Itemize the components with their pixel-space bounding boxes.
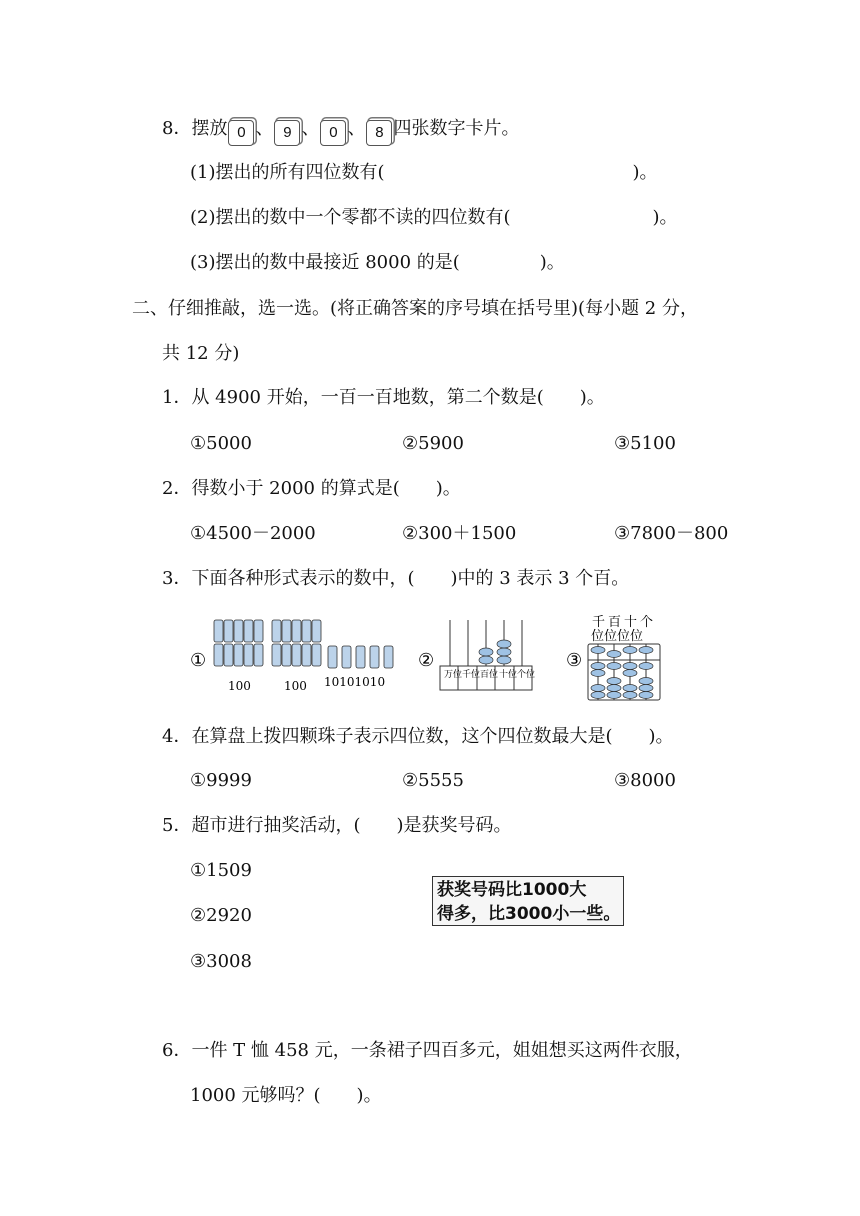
prize-hint-line1: 获奖号码比1000大 bbox=[437, 880, 587, 900]
place-wan: 万位 bbox=[444, 670, 463, 680]
q8-suffix: 四张数字卡片。 bbox=[393, 118, 520, 139]
place-qian: 千位 bbox=[462, 670, 481, 680]
abacus-head-bai: 百 bbox=[608, 615, 622, 630]
frame-beads bbox=[479, 640, 511, 664]
q1-option-3[interactable]: ③5100 bbox=[614, 433, 676, 454]
digit-card: 0 bbox=[228, 120, 254, 146]
sub2-text: (2)摆出的数中一个零都不读的四位数有( bbox=[190, 207, 511, 228]
prize-hint-box bbox=[432, 876, 624, 926]
q4-stem: 4．在算盘上拨四颗珠子表示四位数，这个四位数最大是( )。 bbox=[162, 726, 674, 747]
q2-stem: 2．得数小于 2000 的算式是( )。 bbox=[162, 478, 461, 499]
place-shi: 十位 bbox=[499, 670, 518, 680]
q6-stem-line2: 1000 元够吗？( )。 bbox=[190, 1085, 382, 1106]
question-number: 8． bbox=[162, 118, 192, 139]
fig1-caption-100a: 100 bbox=[228, 679, 251, 693]
q5-option-3[interactable]: ③3008 bbox=[190, 951, 252, 972]
q3-stem: 3．下面各种形式表示的数中，( )中的 3 表示 3 个百。 bbox=[162, 568, 630, 589]
digit-card: 9 bbox=[274, 120, 300, 146]
q8-sub1 bbox=[190, 160, 658, 186]
abacus-beads bbox=[591, 647, 653, 699]
q8-stem bbox=[162, 116, 519, 146]
q6-stem-line1: 6．一件 T 恤 458 元，一条裙子四百多元，姐姐想买这两件衣服， bbox=[162, 1040, 693, 1061]
prize-hint-line2: 得多，比3000小一些。 bbox=[437, 904, 621, 924]
fig1-caption-100b: 100 bbox=[284, 679, 307, 693]
q5-option-2[interactable]: ②2920 bbox=[190, 905, 252, 926]
digit-card: 8 bbox=[366, 120, 392, 146]
q2-option-2[interactable]: ②300＋1500 bbox=[402, 523, 517, 544]
q4-option-2[interactable]: ②5555 bbox=[402, 770, 464, 791]
sub3-text: (3)摆出的数中最接近 8000 的是( bbox=[190, 252, 460, 273]
abacus-head-qian: 千 bbox=[592, 615, 606, 630]
abacus-head-shi: 十 bbox=[624, 615, 638, 630]
section-title: 二、仔细推敲，选一选。(将正确答案的序号填在括号里)(每小题 2 分， bbox=[132, 298, 698, 319]
q1-option-2[interactable]: ②5900 bbox=[402, 433, 464, 454]
q8-sub3 bbox=[190, 250, 565, 276]
bundle-group-2 bbox=[272, 620, 321, 666]
q8-prefix: 摆放 bbox=[191, 118, 228, 139]
sub2-close: )。 bbox=[652, 207, 678, 228]
fig3-label: ③ bbox=[566, 650, 583, 671]
q5-option-1[interactable]: ①1509 bbox=[190, 860, 252, 881]
q1-option-1[interactable]: ①5000 bbox=[190, 433, 252, 454]
separator: 、 bbox=[255, 118, 274, 139]
q2-option-1[interactable]: ①4500－2000 bbox=[190, 523, 316, 544]
q2-option-3[interactable]: ③7800－800 bbox=[614, 523, 729, 544]
frame-place-labels bbox=[444, 668, 535, 680]
section-title-cont: 共 12 分) bbox=[162, 343, 240, 364]
q4-option-3[interactable]: ③8000 bbox=[614, 770, 676, 791]
fig1-label: ① bbox=[190, 650, 207, 671]
fig1-caption-10s: 10101010 bbox=[324, 675, 386, 689]
sub1-close: )。 bbox=[632, 162, 658, 183]
place-bai: 百位 bbox=[480, 670, 499, 680]
fig2-label: ② bbox=[418, 650, 435, 671]
abacus-head-ge: 个 bbox=[640, 615, 654, 630]
q4-option-1[interactable]: ①9999 bbox=[190, 770, 252, 791]
q5-stem: 5．超市进行抽奖活动，( )是获奖号码。 bbox=[162, 815, 512, 836]
sub1-text: (1)摆出的所有四位数有( bbox=[190, 162, 385, 183]
sub3-close: )。 bbox=[539, 252, 565, 273]
digit-card: 0 bbox=[320, 120, 346, 146]
q3-figures bbox=[188, 610, 668, 706]
abacus-headers bbox=[591, 614, 653, 644]
q8-sub2 bbox=[190, 205, 678, 231]
ten-bundles bbox=[328, 646, 393, 668]
bundle-group-1 bbox=[214, 620, 263, 666]
place-ge: 个位 bbox=[517, 670, 536, 680]
abacus-head-wei: 位位位位 bbox=[591, 629, 644, 644]
q1-stem: 1．从 4900 开始，一百一百地数，第二个数是( )。 bbox=[162, 387, 605, 408]
separator: 、 bbox=[301, 118, 320, 139]
separator: 、 bbox=[347, 118, 366, 139]
